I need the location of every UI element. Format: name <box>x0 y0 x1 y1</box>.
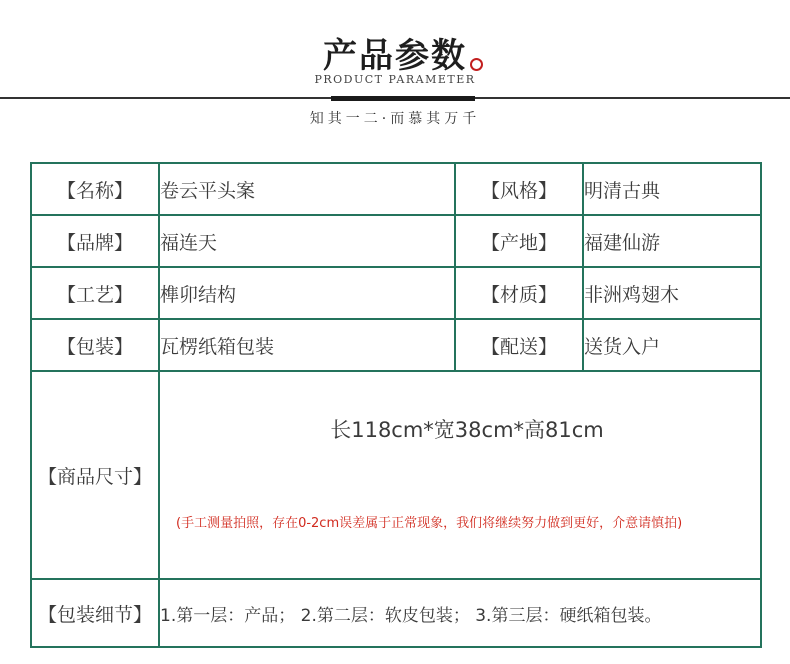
packing-cell <box>159 579 761 647</box>
spec-label: 【材质】 <box>455 267 583 319</box>
spec-value: 非洲鸡翅木 <box>583 267 761 319</box>
spec-label: 【名称】 <box>31 163 159 215</box>
spec-value: 榫卯结构 <box>159 267 455 319</box>
table-row <box>31 267 761 319</box>
spec-value: 卷云平头案 <box>159 163 455 215</box>
spec-label: 【产地】 <box>455 215 583 267</box>
spec-label: 【配送】 <box>455 319 583 371</box>
packing-row <box>31 579 761 647</box>
spec-value: 送货入户 <box>583 319 761 371</box>
spec-value: 福建仙游 <box>583 215 761 267</box>
spec-label: 【品牌】 <box>31 215 159 267</box>
spec-label: 【工艺】 <box>31 267 159 319</box>
size-label: 【商品尺寸】 <box>31 371 159 579</box>
page-header <box>0 0 790 150</box>
page-title: 产品参数 <box>323 36 467 76</box>
seal-circle-icon <box>470 58 483 71</box>
size-note: (手工测量拍照，存在0-2cm误差属于正常现象，我们将继续努力做到更好，介意请慎拍) <box>176 516 683 531</box>
product-spec-table <box>30 162 762 648</box>
spec-label: 【风格】 <box>455 163 583 215</box>
slogan: 知其一二·而慕其万千 <box>309 111 481 127</box>
table-row <box>31 215 761 267</box>
header-accent-bar <box>331 96 475 101</box>
size-cell <box>159 371 761 579</box>
spec-value: 明清古典 <box>583 163 761 215</box>
spec-value: 福连天 <box>159 215 455 267</box>
packing-label: 【包装细节】 <box>31 579 159 647</box>
table-row <box>31 319 761 371</box>
size-value: 长118cm*宽38cm*高81cm <box>330 418 604 442</box>
spec-value: 瓦楞纸箱包装 <box>159 319 455 371</box>
spec-label: 【包装】 <box>31 319 159 371</box>
table-row <box>31 163 761 215</box>
packing-value: 1.第一层：产品； 2.第二层：软皮包装； 3.第三层：硬纸箱包装。 <box>160 605 662 626</box>
size-row <box>31 371 761 579</box>
page-subtitle: PRODUCT PARAMETER <box>314 73 476 86</box>
